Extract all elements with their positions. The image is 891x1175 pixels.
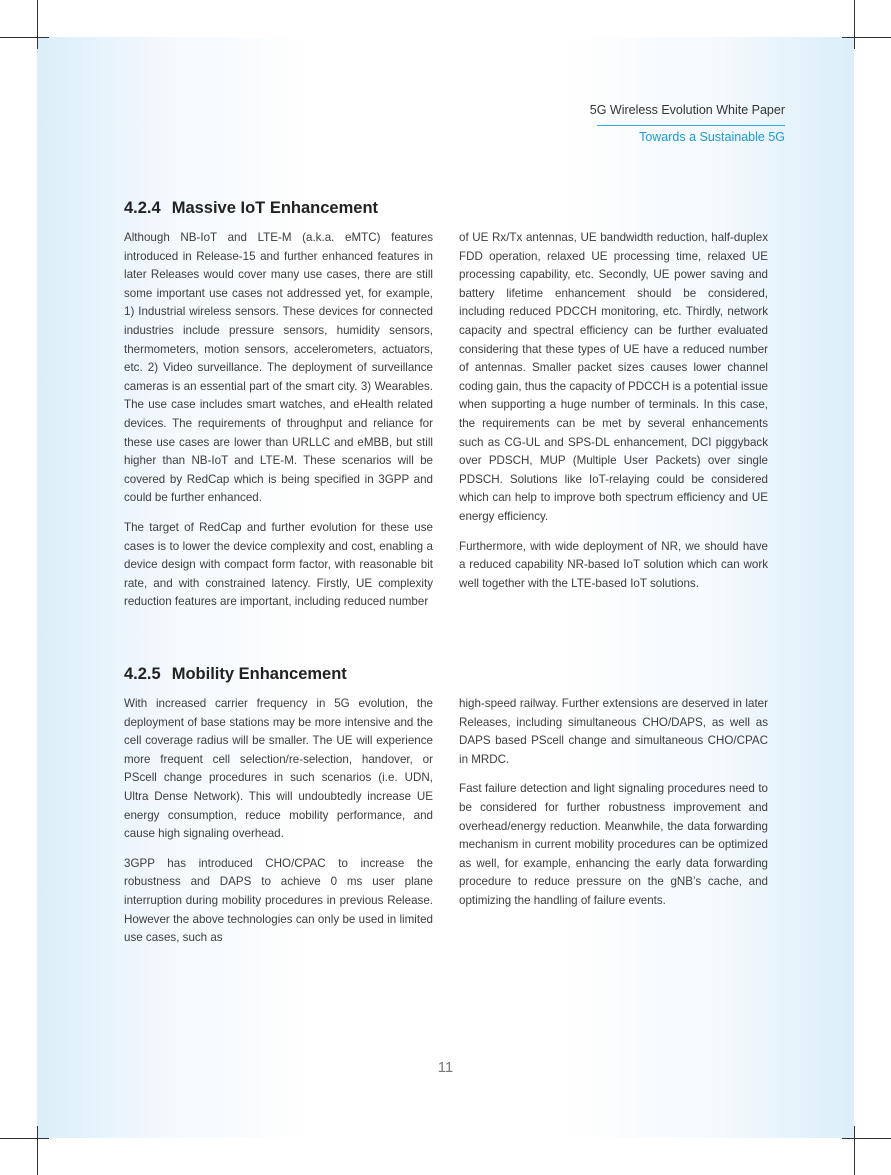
crop-mark	[0, 1138, 49, 1139]
header-rule	[597, 125, 785, 126]
crop-mark	[0, 37, 49, 38]
paragraph: Furthermore, with wide deployment of NR, we should have a reduced capability NR-based IoT solution which can work well together with the LTE-based IoT solutions.	[459, 539, 768, 590]
section-2-left-column	[124, 695, 433, 959]
section-title: Mobility Enhancement	[171, 665, 347, 683]
section-1-right-column	[459, 229, 768, 604]
paragraph: high-speed railway. Further extensions are deserved in later Releases, including simultaneous CHO/DAPS, as well as DAPS based PScell change and simultaneous CHO/CPAC in MRDC.	[459, 697, 768, 766]
paragraph: Fast failure detection and light signaling procedures need to be considered for further robustness improvement and overhead/energy reduction. Meanwhile, the data forwarding mechanism in current mobility procedures can be optimized as well, for example, enhancing the early data forwarding procedure to reduce pressure on the gNB’s cache, and optimizing the handling of failure events.	[459, 782, 768, 907]
paragraph: The target of RedCap and further evolution for these use cases is to lower the device complexity and cost, enabling a device design with compact form factor, with reasonable bit rate, and with constrained latency. Firstly, UE complexity reduction features are important, including reduced number	[124, 520, 433, 609]
section-title: Massive IoT Enhancement	[171, 199, 379, 217]
crop-mark	[842, 1138, 891, 1139]
crop-mark	[842, 37, 891, 38]
paragraph: With increased carrier frequency in 5G evolution, the deployment of base stations may be more intensive and the cell coverage radius will be smaller. The UE will experience more frequent cell selection/re-selection, handover, or PScell change procedures in such scenarios (i.e. UDN, Ultra Dense Network). This will undoubtedly increase UE energy consumption, reduce mobility performance, and cause high signaling overhead.	[124, 697, 433, 841]
section-heading-massive-iot	[124, 199, 378, 218]
section-1-left-column	[124, 229, 433, 623]
running-header-subtitle: Towards a Sustainable 5G	[639, 130, 785, 144]
section-number: 4.2.4	[124, 199, 161, 217]
paragraph: of UE Rx/Tx antennas, UE bandwidth reduction, half-duplex FDD operation, relaxed UE processing time, relaxed UE processing capability, etc. Secondly, UE power saving and battery lifetime enhancement should be considered, including reduced PDCCH monitoring, etc. Thirdly, network capacity and spectral efficiency can be further evaluated considering that these types of UE have a reduced number of antennas. Smaller packet sizes causes lower channel coding gain, thus the capacity of PDCCH is a potential issue when supporting a huge number of terminals. In this case, the requirements can be met by several enhancements such as CG-UL and SPS-DL enhancement, DCI piggyback over PDSCH, MUP (Multiple User Packets) over single PDSCH. Solutions like IoT-relaying could be considered which can help to improve both spectrum efficiency and UE energy efficiency.	[459, 231, 768, 523]
crop-mark	[37, 0, 38, 49]
section-2-right-column	[459, 695, 768, 922]
paragraph: Although NB-IoT and LTE-M (a.k.a. eMTC) features introduced in Release-15 and further enhanced features in later Releases would cover many use cases, there are still some important use cases not addressed yet, for example, 1) Industrial wireless sensors. These devices for connected industries include pressure sensors, humidity sensors, thermometers, motion sensors, accelerometers, actuators, etc. 2) Video surveillance. The deployment of surveillance cameras is an essential part of the smart city. 3) Wearables. The use case includes smart watches, and eHealth related devices. The requirements of throughput and reliance for these use cases are lower than URLLC and eMBB, but still higher than NB-IoT and LTE-M. These scenarios will be covered by RedCap which is being specified in 3GPP and could be further enhanced.	[124, 231, 433, 505]
page-number: 11	[437, 1059, 454, 1076]
paragraph: 3GPP has introduced CHO/CPAC to increase the robustness and DAPS to achieve 0 ms user plane interruption during mobility procedures in previous Release. However the above technologies can only be used in limited use cases, such as	[124, 856, 433, 945]
crop-mark	[854, 1126, 855, 1175]
crop-mark	[37, 1126, 38, 1175]
section-heading-mobility	[124, 665, 347, 684]
running-header-title: 5G Wireless Evolution White Paper	[589, 103, 785, 117]
crop-mark	[854, 0, 855, 49]
section-number: 4.2.5	[124, 665, 161, 683]
